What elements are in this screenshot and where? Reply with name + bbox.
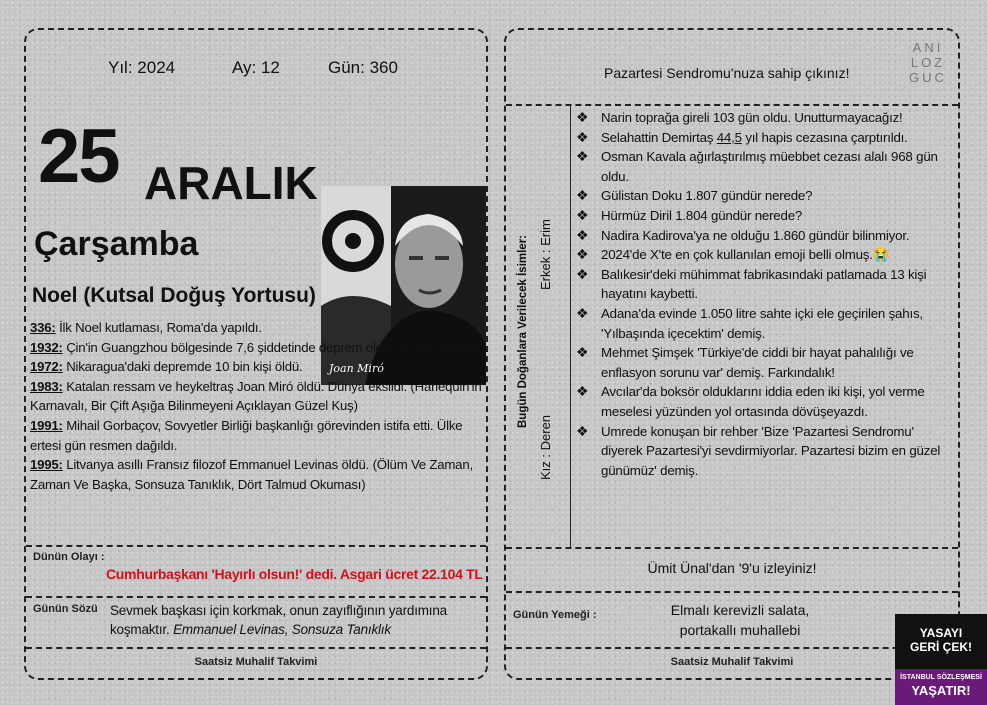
event-year: 336: bbox=[30, 320, 56, 335]
news-item bbox=[576, 147, 956, 186]
logo-line: ANI bbox=[912, 40, 944, 55]
divider bbox=[506, 547, 958, 549]
diamond-bullet-icon: ❖ bbox=[576, 422, 589, 439]
year-label: Yıl: 2024 bbox=[108, 58, 176, 77]
footer-left: Saatsiz Muhalif Takvimi bbox=[194, 656, 318, 668]
diamond-bullet-icon: ❖ bbox=[576, 109, 589, 125]
divider bbox=[506, 647, 958, 649]
news-item bbox=[576, 206, 956, 226]
history-event bbox=[30, 318, 490, 338]
event-text: Mihail Gorbaçov, Sovyetler Birliği başkanlığı görevinden istifa etti. Ülke ertesi gün resmen dağıldı. bbox=[30, 417, 463, 453]
month-label: Ay: 12 bbox=[232, 58, 280, 77]
holiday-name: Noel (Kutsal Doğuş Yortusu) bbox=[32, 284, 316, 307]
right-top-message: Pazartesi Sendromu'nuza sahip çıkınız! bbox=[604, 65, 850, 81]
news-text: Hürmüz Diril 1.804 gündür nerede? bbox=[601, 207, 803, 223]
news-item bbox=[576, 108, 956, 128]
badge-purple-box bbox=[895, 669, 987, 705]
news-text: Osman Kavala ağırlaştırılmış müebbet cezası alalı 968 gün oldu. bbox=[601, 149, 938, 184]
event-year: 1995: bbox=[30, 457, 63, 473]
diamond-bullet-icon: ❖ bbox=[576, 226, 589, 243]
news-text: Nadira Kadirova'ya ne olduğu 1.860 gündür bilinmiyor. bbox=[601, 227, 910, 243]
event-text: İlk Noel kutlaması, Roma'da yapıldı. bbox=[55, 320, 262, 335]
news-item bbox=[576, 226, 956, 246]
news-highlight: 44,5 bbox=[716, 129, 742, 145]
badge-line: GERİ ÇEK! bbox=[909, 640, 972, 654]
diamond-bullet-icon: ❖ bbox=[576, 246, 589, 263]
history-events bbox=[30, 318, 490, 494]
news-text: Narin toprağa gireli 103 gün oldu. Unutturmayacağız! bbox=[601, 110, 903, 125]
quote-label: Günün Sözü bbox=[33, 603, 98, 615]
news-text: 2024'de X'te en çok kullanılan emoji belli olmuş.😭 bbox=[601, 247, 890, 263]
footer-right: Saatsiz Muhalif Takvimi bbox=[670, 656, 794, 668]
diamond-bullet-icon: ❖ bbox=[576, 128, 589, 145]
history-event bbox=[30, 455, 490, 494]
girl-name: Kız : Deren bbox=[538, 414, 553, 480]
weekday: Çarşamba bbox=[34, 225, 199, 263]
divider bbox=[506, 591, 958, 593]
names-title: Bugün Doğanlara Verilecek İsimler: bbox=[517, 234, 529, 428]
meal-line: Elmalı kerevizli salata, bbox=[670, 602, 810, 618]
history-event bbox=[30, 416, 490, 455]
photo-caption: Joan Miró bbox=[329, 362, 384, 375]
event-text: Çin'in Guangzhou bölgesinde 7,6 şiddetinde deprem oldu. 70.000 kişi öldü. bbox=[62, 339, 489, 355]
meal-text bbox=[640, 600, 840, 640]
meal-line: portakallı muhallebi bbox=[679, 622, 801, 638]
diamond-bullet-icon: ❖ bbox=[576, 206, 589, 223]
news-item bbox=[576, 128, 956, 148]
event-of-day-text: Cumhurbaşkanı 'Hayırlı olsun!' dedi. Asgari ücret 22.104 TL bbox=[106, 566, 483, 582]
day-number: 25 bbox=[38, 114, 119, 199]
history-event bbox=[30, 377, 490, 416]
diamond-bullet-icon: ❖ bbox=[576, 304, 589, 321]
news-text: Avcılar'da boksör olduklarını iddia eden iki kişi, yol verme meselesi yüzünden yol ortasında dövüşeyazdı. bbox=[601, 384, 925, 419]
news-item bbox=[576, 382, 956, 421]
badge-line: İSTANBUL SÖZLEŞMESİ bbox=[900, 674, 982, 681]
names-divider bbox=[570, 105, 571, 547]
diamond-bullet-icon: ❖ bbox=[576, 344, 589, 361]
news-item bbox=[576, 265, 956, 304]
news-text: Umrede konuşan bir rehber 'Bize 'Pazartesi Sendromu' diyerek Pazartesi'yi sevdirmiyorlar. Pazartesi bizim en güzel günümüz' demiş. bbox=[601, 423, 941, 478]
news-text: yıl hapis cezasına çarptırıldı. bbox=[741, 129, 908, 145]
news-text: Adana'da evinde 1.050 litre sahte içki ele geçirilen şahıs, 'Yılbaşında içecektim' demiş. bbox=[601, 305, 923, 341]
news-item bbox=[576, 186, 956, 206]
logo-line: LOZ bbox=[910, 55, 946, 70]
day-of-year-label: Gün: 360 bbox=[328, 58, 398, 77]
month-name: ARALIK bbox=[144, 157, 318, 209]
event-year: 1983: bbox=[30, 378, 63, 394]
event-text: Litvanya asıllı Fransız filozof Emmanuel Levinas öldü. (Ölüm Ve Zaman, Zaman Ve Başka, Sonsuza Tanıklık, Dört Talmud Okuması) bbox=[30, 457, 473, 492]
event-text: Katalan ressam ve heykeltraş Joan Miró öldü. Dünya eksildi. (Harlequin'in Karnavalı, Bir Çift Aşığa Bilinmeyeni Açıklayan Güzel Kuş) bbox=[30, 378, 482, 414]
campaign-badge bbox=[895, 614, 987, 705]
diamond-bullet-icon: ❖ bbox=[576, 383, 589, 400]
divider bbox=[506, 104, 958, 106]
news-item bbox=[576, 343, 956, 382]
diamond-bullet-icon: ❖ bbox=[576, 265, 589, 282]
brand-logo bbox=[905, 40, 951, 85]
news-item bbox=[576, 304, 956, 343]
divider bbox=[26, 545, 486, 547]
event-year: 1932: bbox=[30, 339, 63, 355]
news-text: Balıkesir'deki mühimmat fabrikasındaki patlamada 13 kişi hayatını kaybetti. bbox=[601, 266, 927, 302]
diamond-bullet-icon: ❖ bbox=[576, 187, 589, 204]
quote-block bbox=[110, 601, 486, 639]
news-item bbox=[576, 422, 956, 481]
news-item bbox=[576, 245, 956, 265]
event-text: Nikaragua'daki depremde 10 bin kişi öldü. bbox=[62, 359, 303, 375]
news-text: Selahattin Demirtaş bbox=[601, 129, 717, 145]
recommendation: Ümit Ünal'dan '9'u izleyiniz! bbox=[647, 560, 817, 576]
news-list bbox=[576, 108, 956, 480]
quote-text: Sevmek başkası için korkmak, onun zayıflığının yardımına koşmaktır. bbox=[110, 603, 447, 637]
logo-line: GUC bbox=[909, 70, 947, 85]
divider bbox=[26, 647, 486, 649]
event-of-day-label: Dünün Olayı : bbox=[33, 551, 105, 563]
boy-name: Erkek : Erim bbox=[538, 219, 553, 290]
badge-line: YAŞATIR! bbox=[911, 683, 971, 698]
event-year: 1991: bbox=[30, 417, 63, 433]
news-text: Gülistan Doku 1.807 gündür nerede? bbox=[601, 188, 813, 204]
badge-line: YASAYI bbox=[919, 626, 963, 640]
news-text: Mehmet Şimşek 'Türkiye'de ciddi bir hayat pahalılığı ve enflasyon sorunu var' demiş. Farkındalık! bbox=[601, 345, 914, 380]
quote-author: Emmanuel Levinas, Sonsuza Tanıklık bbox=[173, 622, 391, 637]
divider bbox=[26, 596, 486, 598]
history-event bbox=[30, 338, 490, 358]
history-event bbox=[30, 357, 490, 377]
event-year: 1972: bbox=[30, 359, 63, 375]
meal-label: Günün Yemeği : bbox=[513, 609, 597, 621]
diamond-bullet-icon: ❖ bbox=[576, 148, 589, 165]
